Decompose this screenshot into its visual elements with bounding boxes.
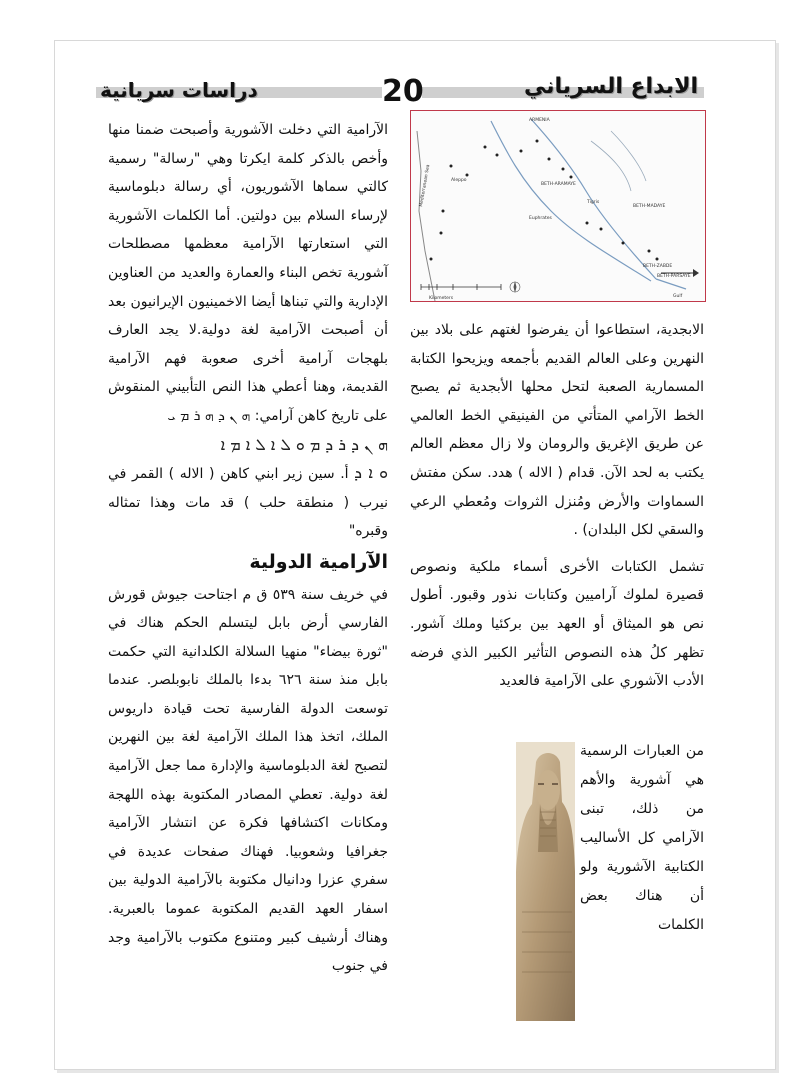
map-figure (410, 110, 706, 302)
right-narrow-paragraph: من العبارات الرسمية هي آشورية والأهم من ذلك، تبنى الآرامي كل الأساليب الكتابية الآشورية ولو أن هناك بعض الكلمات (580, 743, 704, 933)
map-svg (411, 111, 705, 301)
syriac-inscription-line-2: ܘ ܐ ܕ (354, 463, 389, 483)
right-paragraph-1: الابجدية، استطاعوا أن يفرضوا لغتهم على بلاد بين النهرين وعلى العالم القديم بأجمعه ويزيحوا الكتابة المسمارية الصعبة لتحل محلها الأبجدية ثم يصبح الخط الآرامي المتأتي من الفينيقي الخط العالمي عن طريق الإغريق والرومان ولا زال معظم العالم يكتب به لحد الآن. قدام ( الاله ) هدد. سكن مفتش السماوات والأرض ومُنزل الثروات ومُعطي الرعي والسقي لكل البلدان) . (410, 322, 704, 539)
map-label-gulf: Gulf (673, 294, 683, 299)
map-label-armenia: ARMENIA (529, 118, 550, 123)
right-paragraph-2: تشمل الكتابات الأخرى أسماء ملكية ونصوص قصيرة لملوك آراميين وكتابات نذور وقبور. أطول نص هو الميثاق أو العهد بين بركئيا وملك آشور. تظهر كلُ هذه النصوص التأثير الكبير الذي فرضه الأدب الآشوري على الآرامية فالعديد (410, 558, 704, 690)
left-paragraph-1: الآرامية التي دخلت الآشورية وأصبحت ضمنا منها وأخص بالذكر كلمة ايكرتا وهي "رسالة" رسمية كالتي سماها الآشوريون، أي رسالة دبلوماسية لإرساء السلام بين دولتين. أما الكلمات الآشورية التي استعارتها الآرامية معظمها مصطلحات آشورية تخص البناء والعمارة والعديد من العناوين الإدارية والتي تبناها أيضا الاخمينيون الإيرانيون بعد أن أصبحت الآرامية لغة دولية.لا يجد العارف بلهجات آرامية أخرى صعوبة فهم الآرامية القديمة، وهنا أعطي هذا النص التأبيني المنقوش على تاريخ كاهن آرامي: ܗ ܢ ܕ ܗ ܪ ܡ ܝ (108, 122, 388, 424)
map-label-beth-zabde: BETH-ZABDE (643, 264, 673, 269)
map-label-beth-aramaye: BETH-ARAMAYE (541, 182, 576, 187)
map-label-beth-madaye: BETH-MADAYE (633, 204, 666, 209)
map-label-tigris: Tigris (587, 200, 600, 205)
magazine-title: الابداع السرياني (523, 74, 698, 99)
left-column (108, 116, 388, 981)
left-paragraph-3: في خريف سنة ٥٣٩ ق م اجتاحت جيوش قورش الفارسي أرض بابل ليتسلم الحكم هناك في "ثورة بيضاء" منهيا السلالة الكلدانية التي حكمت بابل منذ سنة ٦٢٦ بدءا بالملك نابوبلصر. عندما توسعت الدولة الفارسية تحت قيادة داريوس الملك، اتخذ هذا الملك الآرامية لغة بين النهرين لتصبح لغة الدبلوماسية والإدارة مما جعل الآرامية لغة دولية. تعطي المصادر المكتوبة بهذه اللهجة ومكانات اكتشافها فكرة عن انتشار الآرامية جغرافيا وشعوبيا. فهناك صفحات عديدة في سفري عزرا ودانيال مكتوبة بالآرامية الدولية بين اسفار العهد القديم المكتوبة عموما بالعبرية. وهناك أرشيف كبير ومتنوع مكتوب بالآرامية وجد في جنوب (108, 586, 388, 975)
map-label-aleppo: Aleppo (451, 178, 467, 183)
map-label-kilometers: Kilometers (429, 296, 454, 301)
map-label-sea: Mediterranean Sea (419, 164, 432, 208)
translation-text: أ. سين زير ابني كاهن ( الاله ) القمر في نيرب ( منطقة حلب ) قد مات وهذا تمثاله وقبره" (108, 466, 388, 540)
right-column (410, 316, 704, 696)
right-column-narrow (580, 737, 704, 940)
left-paragraph-2 (108, 459, 388, 546)
page-number: 20 (382, 74, 424, 109)
map-label-beth-parsaye: BETH-PARSAYE (657, 274, 691, 279)
section-heading: الآرامية الدولية (249, 550, 388, 573)
syriac-inscription-line-1: ܗ ܢ ܕ ܪ ܕ ܡ ܘ ܠ ܐ ܠ ܐ ܡ ܐ (220, 434, 388, 454)
statue-image (516, 742, 575, 1021)
statue-photo (516, 742, 575, 1021)
section-title: دراسات سريانية (100, 78, 258, 102)
map-label-euphrates: Euphrates (529, 216, 552, 221)
